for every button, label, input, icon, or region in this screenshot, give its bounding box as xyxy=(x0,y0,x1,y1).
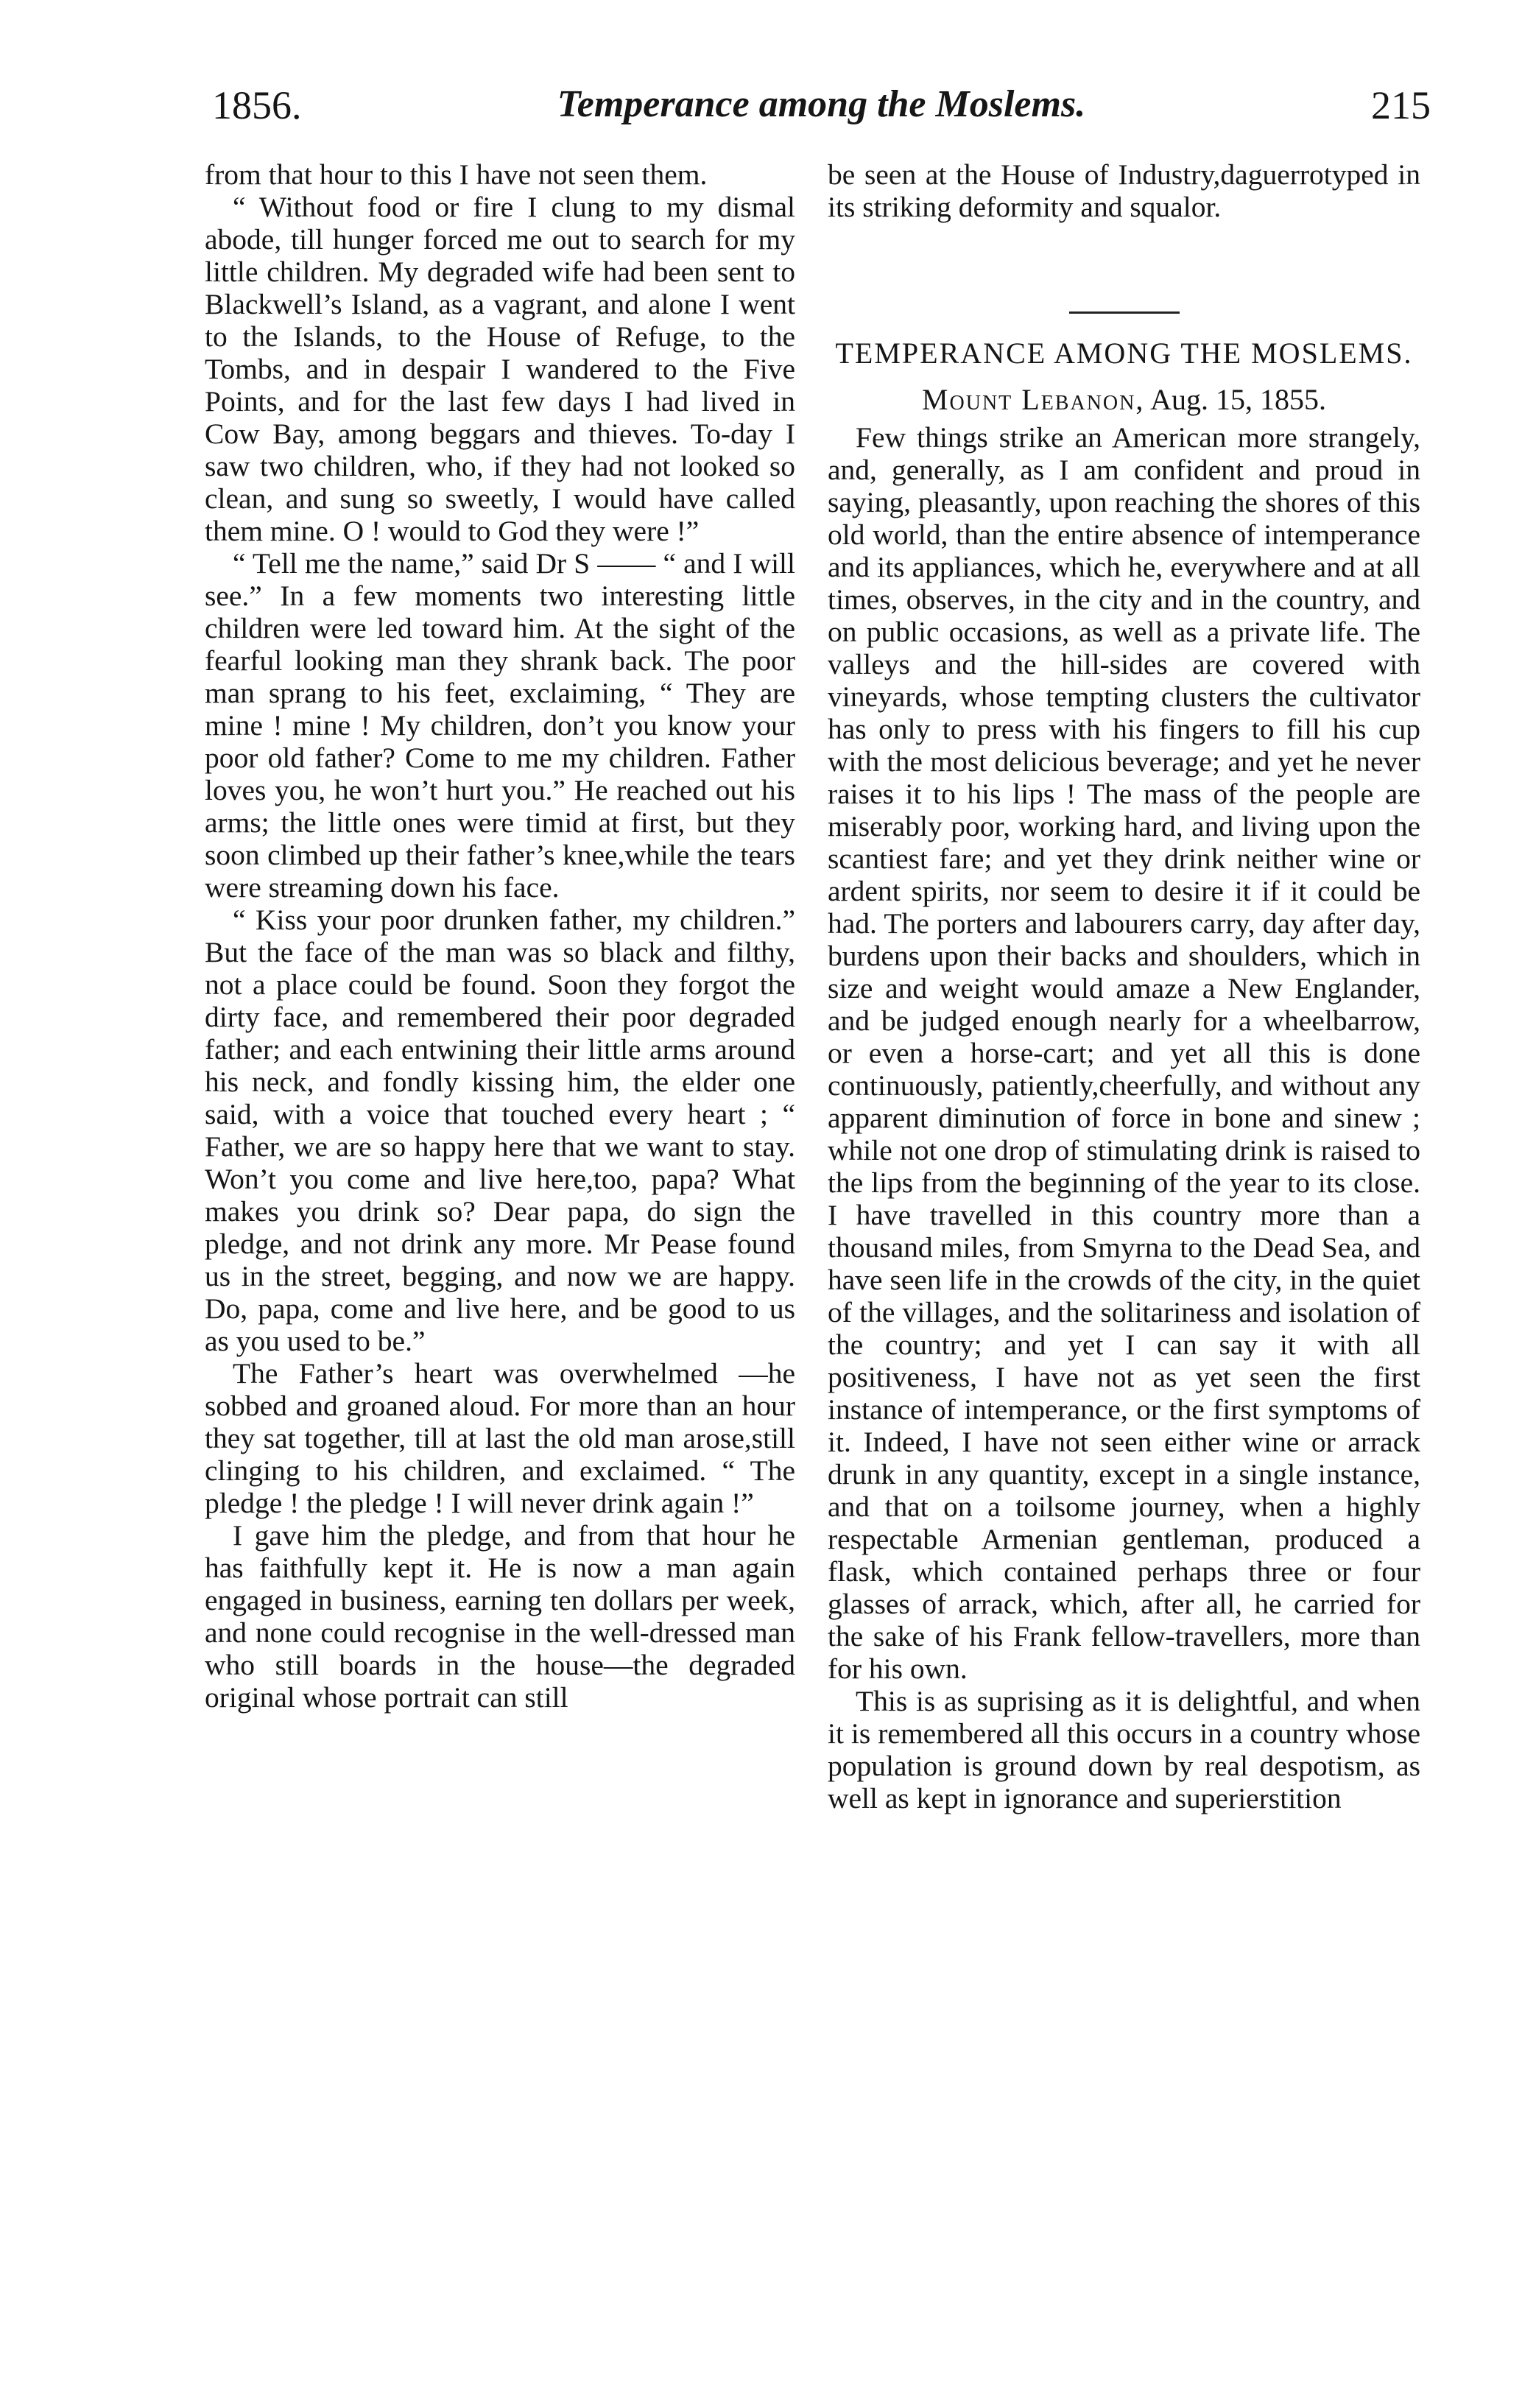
dateline xyxy=(828,383,1420,417)
paragraph: Few things strike an American more strangely, and, generally, as I am confident and proud in saying, pleasantly, upon reaching the shores of this old world, than the entire absence of intemperance and its appliances, which he, everywhere and at all times, observes, in the city and in the country, and on public occasions, as well as a private life. The valleys and the hill-sides are covered with vineyards, whose tempting clusters the cultivator has only to press with his fingers to fill his cup with the most delicious beverage; and yet he never raises it to his lips ! The mass of the people are miserably poor, working hard, and living upon the scantiest fare; and yet they drink neither wine or ardent spirits, nor seem to desire it if it could be had. The porters and labourers carry, day after day, burdens upon their backs and shoulders, which in size and weight would amaze a New Englander, and be judged enough nearly for a wheelbarrow, or even a horse-cart; and yet all this is done continuously, patiently,cheerfully, and without any apparent diminution of force in bone and sinew ; while not one drop of stimulating drink is raised to the lips from the beginning of the year to its close. I have travelled in this country more than a thousand miles, from Smyrna to the Dead Sea, and have seen life in the crowds of the city, in the quiet of the villages, and the solitariness and isolation of the country; and yet I can say it with all positiveness, I have not as yet seen the first instance of intemperance, or the first symptoms of it. Indeed, I have not seen either wine or arrack drunk in any quantity, except in a single instance, and that on a toilsome journey, when a highly respectable Armenian gentleman, produced a flask, which contained perhaps three or four glasses of arrack, which, after all, he carried for the sake of his Frank fellow-travellers, more than for his own. xyxy=(828,421,1420,1685)
paragraph: “ Kiss your poor drunken father, my children.” But the face of the man was so black and filthy, not a place could be found. Soon they forgot the dirty face, and remembered their poor degraded father; and each entwining their little arms around his neck, and fondly kissing him, the elder one said, with a voice that touched every heart ; “ Father, we are so happy here that we want to stay. Won’t you come and live here,too, papa? What makes you drink so? Dear papa, do sign the pledge, and not drink any more. Mr Pease found us in the street, begging, and now we are happy. Do, papa, come and live here, and be good to us as you used to be.” xyxy=(205,904,795,1357)
paragraph: “ Tell me the name,” said Dr S —— “ and I will see.” In a few moments two interesting little children were led toward him. At the sight of the fearful looking man they shrank back. The poor man sprang to his feet, exclaiming, “ They are mine ! mine ! My children, don’t you know your poor old father? Come to me my children. Father loves you, he won’t hurt you.” He reached out his arms; the little ones were timid at first, but they soon climbed up their father’s knee,while the tears were streaming down his face. xyxy=(205,547,795,904)
paragraph: The Father’s heart was overwhelmed —he sobbed and groaned aloud. For more than an hour they sat together, till at last the old man arose,still clinging to his children, and exclaimed. “ The pledge ! the pledge ! I will never drink again !” xyxy=(205,1357,795,1519)
paragraph: This is as suprising as it is delightful, and when it is remembered all this occurs in a country whose population is ground down by real despotism, as well as kept in ignorance and superierstition xyxy=(828,1685,1420,1814)
page-number: 215 xyxy=(1371,83,1431,127)
dateline-place: Mount Lebanon, xyxy=(921,383,1145,416)
paragraph: “ Without food or fire I clung to my dismal abode, till hunger forced me out to search for my little children. My degraded wife had been sent to Blackwell’s Island, as a vagrant, and alone I went to the Islands, to the House of Refuge, to the Tombs, and in despair I wandered to the Five Points, and for the last few days I had lived in Cow Bay, among beggars and thieves. To-day I saw two children, who, if they had not looked so clean, and sung so sweetly, I would have called them mine. O ! would to God they were !” xyxy=(205,191,795,547)
running-head xyxy=(212,82,1431,134)
running-head-year: 1856. xyxy=(212,83,302,127)
section-divider xyxy=(1069,311,1180,314)
dateline-date: Aug. 15, 1855. xyxy=(1150,383,1327,416)
article-title: TEMPERANCE AMONG THE MOSLEMS. xyxy=(835,337,1413,370)
right-column xyxy=(828,158,1420,1814)
paragraph: I gave him the pledge, and from that hour he has faithfully kept it. He is now a man again engaged in business, earning ten dollars per week, and none could recognise in the well-dressed man who still boards in the house—the degraded original whose portrait can still xyxy=(205,1519,795,1714)
running-head-title: Temperance among the Moslems. xyxy=(557,83,1086,125)
paragraph: from that hour to this I have not seen them. xyxy=(205,158,708,191)
continuation-paragraph: be seen at the House of Industry,daguerrotyped in its striking deformity and squalor. xyxy=(828,158,1420,223)
left-column xyxy=(205,158,795,1714)
